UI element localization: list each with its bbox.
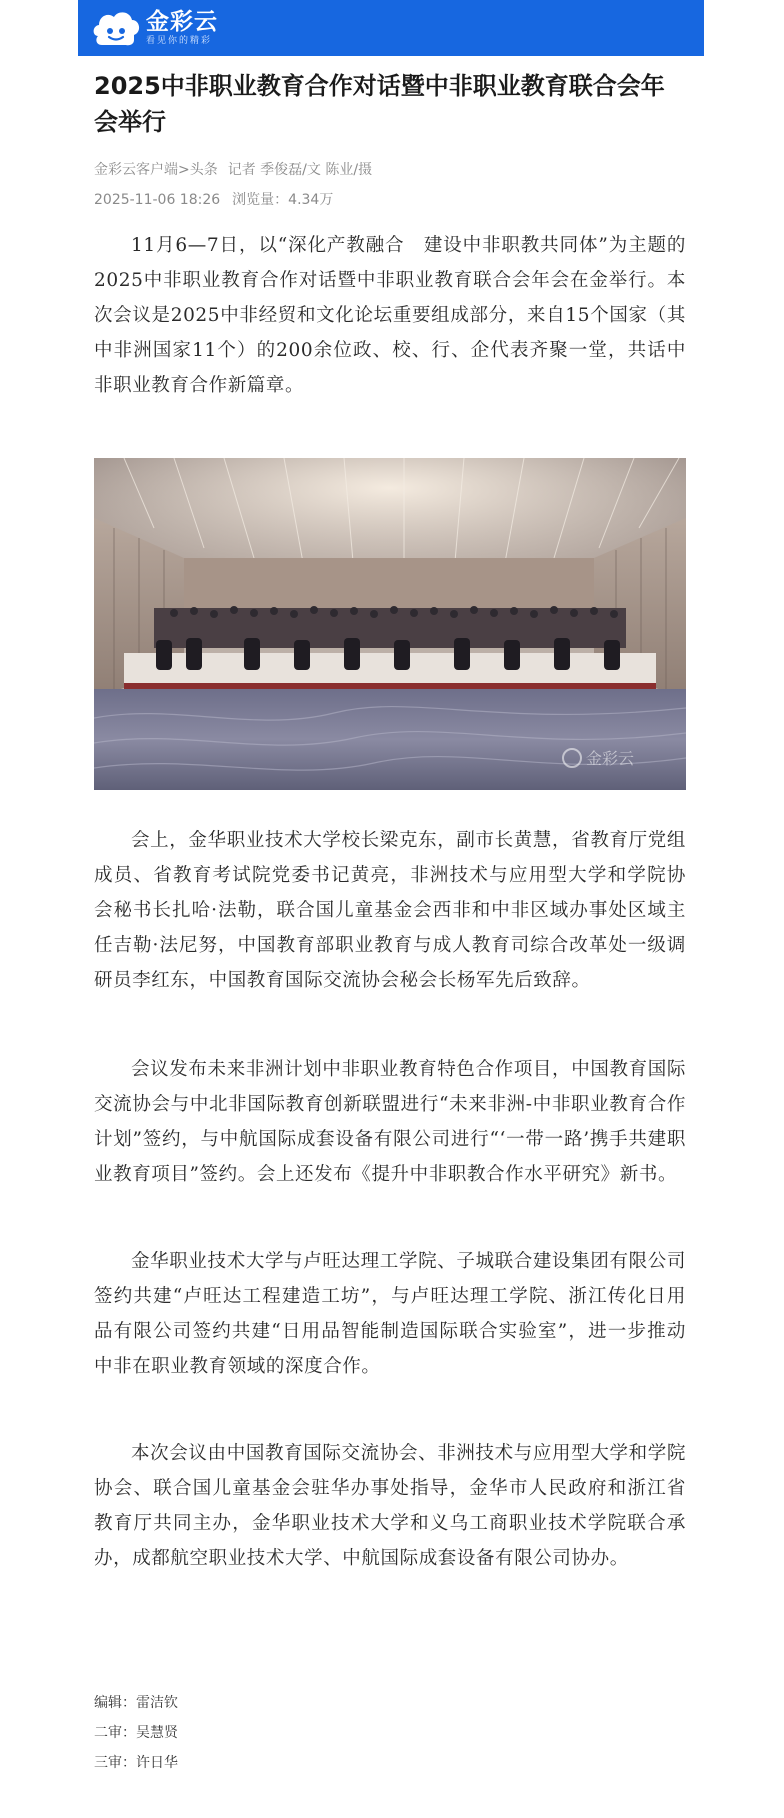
article-photo[interactable]: [94, 458, 686, 790]
brand-slogan: 看见你的精彩: [146, 36, 213, 46]
conference-hall-image: [94, 458, 686, 790]
third-review-line: 三审：许日华: [94, 1755, 178, 1771]
brand-name: 金彩云: [146, 9, 218, 35]
photo-watermark: 金彩云: [586, 749, 635, 768]
article-meta-line: [94, 190, 345, 210]
article-paragraph: 本次会议由中国教育国际交流协会、非洲技术与应用型大学和学院协会、联合国儿童基金会驻华办事处指导，金华市人民政府和浙江省教育厅共同主办，金华职业技术大学和义乌工商职业技术学院联合承办，成都航空职业技术大学、中航国际成套设备有限公司协办。: [94, 1443, 686, 1569]
article-paragraph: 会议发布未来非洲计划中非职业教育特色合作项目，中国教育国际交流协会与中北非国际教育创新联盟进行“未来非洲-中非职业教育合作计划”签约，与中航国际成套设备有限公司进行“‘一带一路’携手共建职业教育项目”签约。会上还发布《提升中非职教合作水平研究》新书。: [94, 1059, 686, 1185]
editor-line: 编辑：雷洁钦: [94, 1695, 178, 1711]
article-reporter: 记者 季俊磊/文 陈业/摄: [227, 162, 373, 178]
editor-credits: [94, 1688, 178, 1778]
second-review-line: 二审：吴慧贤: [94, 1725, 178, 1741]
article-paragraph: 会上，金华职业技术大学校长梁克东，副市长黄慧，省教育厅党组成员、省教育考试院党委书记黄亮，非洲技术与应用型大学和学院协会秘书长扎哈·法勒，联合国儿童基金会西非和中非区域办事处区域主任吉勒·法尼努，中国教育部职业教育与成人教育司综合改革处一级调研员李红东，中国教育国际交流协会秘会长杨军先后致辞。: [94, 830, 686, 991]
article-source-line: [94, 160, 382, 180]
view-count: 浏览量：4.34万: [232, 192, 334, 208]
publish-datetime: 2025-11-06 18:26: [94, 192, 221, 208]
top-header-bar: [78, 0, 704, 56]
brand-logo[interactable]: [90, 6, 218, 50]
article-paragraph: 11月6—7日，以“深化产教融合 建设中非职教共同体”为主题的2025中非职业教育合作对话暨中非职业教育联合会年会在金举行。本次会议是2025中非经贸和文化论坛重要组成部分，来自15个国家（其中非洲国家11个）的200余位政、校、行、企代表齐聚一堂，共话中非职业教育合作新篇章。: [94, 235, 686, 396]
article-source[interactable]: 金彩云客户端>头条: [94, 162, 218, 178]
article-title: 2025中非职业教育合作对话暨中非职业教育联合会年会举行: [94, 72, 665, 136]
jincaiyun-logo-icon: [90, 6, 142, 50]
article-paragraph: 金华职业技术大学与卢旺达理工学院、子城联合建设集团有限公司签约共建“卢旺达工程建造工坊”，与卢旺达理工学院、浙江传化日用品有限公司签约共建“日用品智能制造国际联合实验室”，进一步推动中非在职业教育领域的深度合作。: [94, 1251, 686, 1377]
